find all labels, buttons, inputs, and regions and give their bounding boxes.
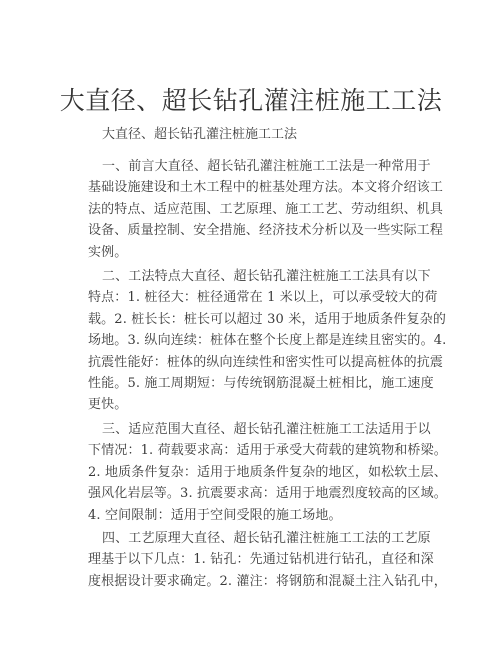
paragraph-line: 法的特点、适应范围、工艺原理、施工工艺、劳动组织、机具: [88, 201, 444, 217]
paragraph-scope: [88, 419, 447, 526]
paragraph-principle: [88, 528, 447, 592]
paragraph-line: 4. 空间限制：适用于空间受限的施工场地。: [88, 507, 342, 523]
paragraph-line: 设备、质量控制、安全措施、经济技术分析以及一些实际工程: [88, 223, 444, 239]
paragraph-line: 2. 地质条件复杂：适用于地质条件复杂的地区，如松软土层、: [88, 464, 447, 480]
paragraph-line: 特点：1. 桩径大：桩径通常在 1 米以上，可以承受较大的荷: [88, 290, 438, 306]
paragraph-line: 度根据设计要求确定。2. 灌注：将钢筋和混凝土注入钻孔中，: [88, 573, 447, 589]
paragraph-line: 三、适应范围大直径、超长钻孔灌注桩施工工法适用于以: [102, 422, 431, 437]
paragraph-line: 实例。: [88, 244, 128, 260]
paragraph-line: 强风化岩层等。3. 抗震要求高：适用于地震烈度较高的区域。: [88, 486, 447, 502]
document-title: 大直径、超长钻孔灌注桩施工工法: [59, 86, 443, 115]
paragraph-line: 基础设施建设和土木工程中的桩基处理方法。本文将介绍该工: [88, 180, 444, 196]
paragraph-features: [88, 266, 447, 416]
paragraph-line: 二、工法特点大直径、超长钻孔灌注桩施工工法具有以下: [102, 269, 431, 284]
paragraph-line: 抗震性能好：桩体的纵向连续性和密实性可以提高桩体的抗震: [88, 354, 444, 370]
paragraph-line: 四、工艺原理大直径、超长钻孔灌注桩施工工法的工艺原: [102, 531, 431, 546]
paragraph-line: 理基于以下几点：1. 钻孔：先通过钻机进行钻孔，直径和深: [88, 552, 434, 568]
paragraph-line: 更快。: [88, 397, 128, 413]
paragraph-preface: [88, 156, 444, 263]
paragraph-line: 一、前言大直径、超长钻孔灌注桩施工工法是一种常用于: [102, 159, 431, 174]
paragraph-line: 性能。5. 施工周期短：与传统钢筋混凝土桩相比，施工速度: [88, 375, 434, 391]
paragraph-line: 载。2. 桩长长：桩长可以超过 30 米，适用于地质条件复杂的: [88, 311, 446, 327]
document-subtitle: 大直径、超长钻孔灌注桩施工工法: [102, 127, 298, 142]
paragraph-line: 下情况：1. 荷载要求高：适用于承受大荷载的建筑物和桥梁。: [88, 443, 447, 459]
paragraph-line: 场地。3. 纵向连续：桩体在整个长度上都是连续且密实的。4.: [88, 333, 447, 349]
